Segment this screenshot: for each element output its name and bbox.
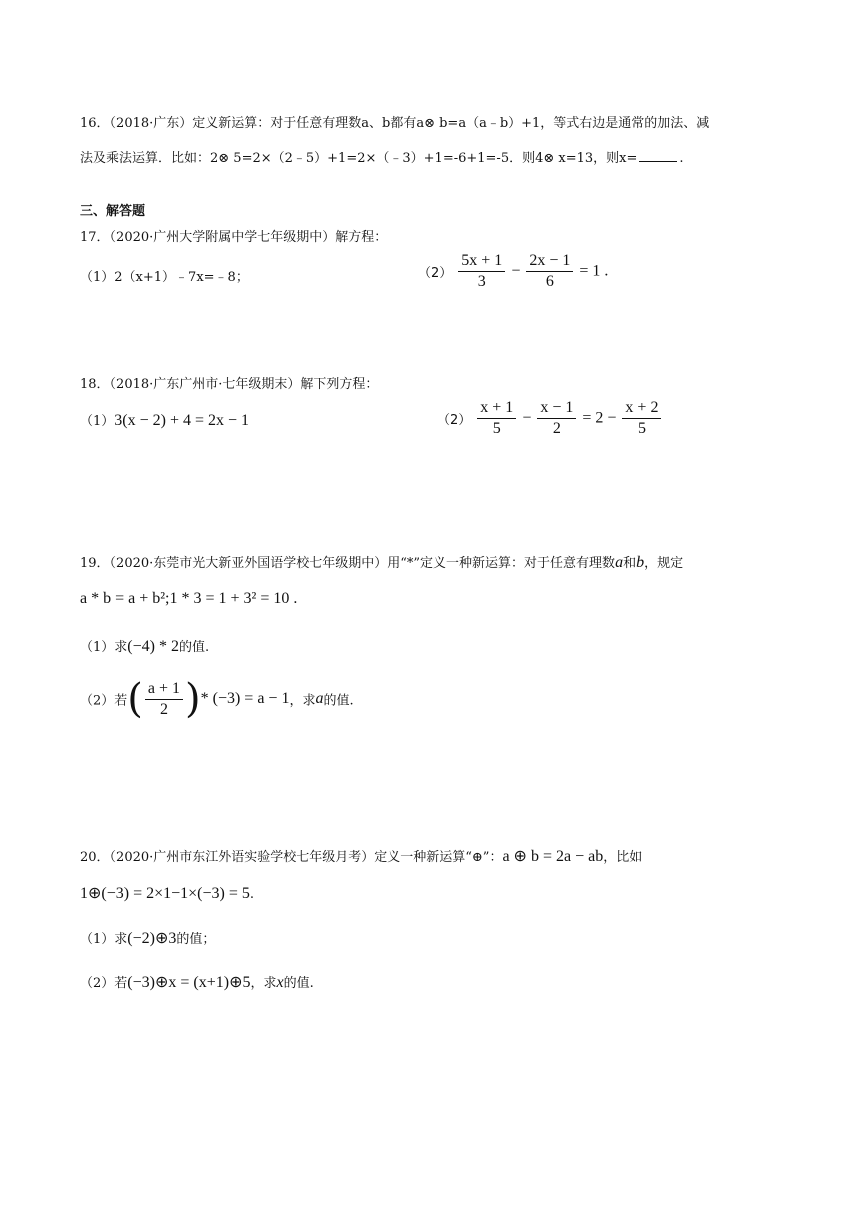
q19-frac-num: a + 1 — [145, 679, 183, 700]
q18-part2-frac1 — [477, 398, 516, 439]
q17-part2-label: （2） — [418, 266, 453, 281]
q17-part1 — [80, 266, 249, 285]
q19-part2-var: a — [315, 690, 324, 707]
q19-part1-label: （1）求 — [80, 640, 128, 655]
q19-var-b: b — [636, 554, 645, 571]
q19-frac-den: 2 — [159, 700, 168, 718]
q19-part2-mid: ，求 — [289, 693, 316, 709]
q20-part1-label: （1）求 — [80, 932, 128, 947]
q20-stem-expr: a ⊕ b = 2a − ab — [502, 848, 604, 865]
q17-frac2-den: 6 — [545, 273, 554, 290]
q16-answer-blank — [639, 149, 677, 162]
q19-var-a: a — [615, 554, 624, 571]
q20-example-end: . — [249, 887, 255, 902]
q19-stem — [80, 552, 683, 572]
q18-part2: （2） $\frac{x + 1}{5}$ − $\frac{x - 1}{2}$ = 2 − $\frac{x + 2}{5}$ — [437, 398, 663, 439]
q17-part2-tail: = 1 . — [579, 262, 609, 280]
q19-part2-expr: * (−3) = a − 1 — [200, 690, 290, 707]
q19-part2-end: 的值. — [323, 693, 354, 709]
q19-rule: a * b = a + b²;1 * 3 = 1 + 3² = 10 . — [80, 590, 298, 607]
section-title: 三、解答题 — [80, 204, 146, 219]
q19-stem-text: 19．（2020·东莞市光大新亚外国语学校七年级期中）用“*”定义一种新运算：对于任意有理数 — [80, 556, 616, 571]
q17-part1-expr: 2（x+1）﹣7x=﹣8； — [114, 270, 249, 285]
q19-part1-expr: (−4) * 2 — [127, 638, 179, 655]
q17-part1-label: （1） — [80, 270, 115, 285]
q20-part1 — [80, 928, 215, 948]
q16-line2-end: . — [679, 151, 684, 166]
q19-and: 和 — [623, 556, 637, 571]
q17-stem: 17．（2020·广州大学附属中学七年级期中）解方程： — [80, 230, 388, 245]
q17-part2-frac2 — [526, 251, 573, 292]
q18-part1 — [80, 410, 249, 430]
q18-frac3-num: x + 2 — [622, 398, 661, 419]
q18-part1-label: （1） — [80, 414, 115, 429]
q18-frac2-den: 2 — [552, 420, 561, 437]
q19-stem-end: ，规定 — [644, 556, 684, 571]
q18-stem: 18．（2018·广东广州市·七年级期末）解下列方程： — [80, 377, 379, 392]
q20-example-expr: 1⊕(−3) = 2×1−1×(−3) = 5 — [80, 885, 250, 902]
q18-frac1-den: 5 — [492, 420, 501, 437]
q16-line1: 16．（2018·广东）定义新运算：对于任意有理数a、b都有a⊗ b=a（a﹣b）+1，等式右边是通常的加法、减 — [80, 116, 710, 131]
q19-part1 — [80, 636, 209, 656]
q20-part2-label: （2）若 — [80, 976, 128, 991]
q17-part2-frac1 — [458, 251, 505, 292]
q20-stem-end: ，比如 — [603, 850, 643, 865]
q18-part2-frac3 — [622, 398, 661, 439]
q17-frac1-num: 5x + 1 — [458, 251, 505, 272]
q20-part1-end: 的值； — [176, 932, 216, 947]
q19-part2-label: （2）若 — [80, 693, 128, 709]
q20-part2-var: x — [276, 974, 284, 991]
q17-frac1-den: 3 — [477, 273, 486, 290]
q16-line2 — [80, 147, 684, 166]
q19-part2: （2）若( $\frac{a + 1}{2}$ )* (−3) = a − 1，求a的值. — [80, 676, 354, 722]
q20-stem — [80, 846, 642, 866]
q20-stem-text: 20．（2020·广州市东江外语实验学校七年级月考）定义一种新运算“⊕”： — [80, 850, 503, 865]
q20-part2 — [80, 972, 314, 992]
q20-example — [80, 883, 254, 903]
q20-part1-expr: (−2)⊕3 — [127, 930, 177, 947]
q18-frac3-den: 5 — [637, 420, 646, 437]
q18-frac2-num: x − 1 — [537, 398, 576, 419]
q18-part2-label: （2） — [437, 413, 472, 428]
q20-part2-expr: (−3)⊕x = (x+1)⊕5 — [127, 974, 251, 991]
q20-part2-mid: ，求 — [250, 976, 277, 991]
q19-part1-end: 的值. — [178, 640, 210, 655]
q18-part1-expr: 3(x − 2) + 4 = 2x − 1 — [114, 412, 250, 429]
q17-frac2-num: 2x − 1 — [526, 251, 573, 272]
q16-line2-text: 法及乘法运算．比如：2⊗ 5=2×（2﹣5）+1=2×（﹣3）+1=-6+1=-5．则4⊗ x=13，则x= — [80, 151, 638, 166]
q17-part2: （2） $\frac{5x + 1}{3}$ − $\frac{2x - 1}{6}$ = 1 . — [418, 252, 609, 290]
q18-frac1-num: x + 1 — [477, 398, 516, 419]
q18-part2-frac2 — [537, 398, 576, 439]
q20-part2-end: 的值. — [283, 976, 314, 991]
q19-part2-frac — [145, 679, 183, 720]
q18-part2-mid: = 2 − — [582, 409, 617, 427]
